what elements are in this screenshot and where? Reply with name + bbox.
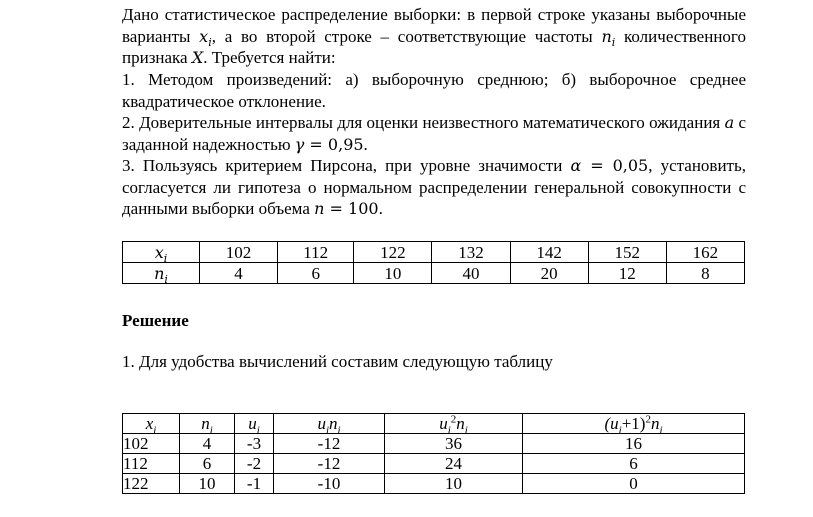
table-cell: 24: [385, 454, 523, 474]
math-n-i: $n_i$: [601, 26, 616, 49]
col-header-x: $x_i$: [123, 414, 180, 434]
math-alpha: α: [570, 156, 582, 175]
task-item-1: 1. Методом произведений: а) выборочную среднюю; б) выборочное среднее квадратическое отклонение.: [122, 70, 746, 111]
row-header-n: $n_i$: [123, 263, 200, 284]
calculation-table: [122, 413, 745, 494]
table-row-x: [123, 242, 745, 263]
math-a: a: [724, 113, 735, 132]
table-row-n: [123, 263, 745, 284]
table-cell: 4: [180, 434, 235, 454]
table-cell: -3: [235, 434, 274, 454]
table-cell: 122: [123, 474, 180, 494]
table-cell: 10: [180, 474, 235, 494]
table-row: [123, 454, 745, 474]
solution-heading: Решение: [122, 311, 189, 330]
table-cell: 6: [523, 454, 745, 474]
col-header-u2n: $u_i^2n_i$: [385, 414, 523, 434]
table-cell: 6: [278, 263, 354, 284]
table-cell: 102: [200, 242, 278, 263]
table-cell: 10: [354, 263, 432, 284]
task-item-2: 2. Доверительные интервалы для оценки неизвестного математического ожидания a с заданной надежностью γ = 0,95.: [122, 113, 746, 154]
table-cell: 152: [588, 242, 666, 263]
table-cell: 8: [666, 263, 744, 284]
col-header-n: $n_i$: [180, 414, 235, 434]
table-cell: 0: [523, 474, 745, 494]
table-row: [123, 474, 745, 494]
table-cell: 16: [523, 434, 745, 454]
table-cell: 142: [510, 242, 588, 263]
table-cell: 12: [588, 263, 666, 284]
table-cell: -2: [235, 454, 274, 474]
table-header-row: [123, 414, 745, 434]
table-cell: -12: [274, 434, 385, 454]
math-gamma: γ: [294, 134, 305, 154]
math-x-i: $x_i$: [199, 26, 212, 49]
col-header-u1n: $(u_i+1)^2n_i$: [523, 414, 745, 434]
col-header-u: $u_i$: [235, 414, 274, 434]
solution-step-1: 1. Для удобства вычислений составим следующую таблицу: [122, 352, 553, 371]
table-cell: -12: [274, 454, 385, 474]
col-header-un: $u_in_i$: [274, 414, 385, 434]
table-cell: 6: [180, 454, 235, 474]
table-cell: -10: [274, 474, 385, 494]
table-cell: 112: [278, 242, 354, 263]
table-cell: 132: [432, 242, 510, 263]
table-cell: 20: [510, 263, 588, 284]
table-cell: 102: [123, 434, 180, 454]
problem-intro: Дано статистическое распределение выборки: в первой строке указаны выборочные варианты $x_i$, а во второй строке – соответствующие частоты $n_i$ количественного признака X. Требуется найти:: [122, 5, 746, 67]
distribution-table: [122, 241, 745, 284]
table-cell: 4: [200, 263, 278, 284]
table-cell: 162: [666, 242, 744, 263]
math-n: n: [314, 199, 325, 218]
table-cell: 40: [432, 263, 510, 284]
table-cell: -1: [235, 474, 274, 494]
row-header-x: $x_i$: [123, 242, 200, 263]
table-cell: 36: [385, 434, 523, 454]
table-cell: 122: [354, 242, 432, 263]
table-row: [123, 434, 745, 454]
math-X: X: [191, 48, 204, 67]
table-cell: 10: [385, 474, 523, 494]
table-cell: 112: [123, 454, 180, 474]
task-item-3: 3. Пользуясь критерием Пирсона, при уровне значимости α = 0,05, установить, согласуется ли гипотеза о нормальном распределении генеральной совокупности с данными выборки объема n = 100.: [122, 156, 746, 218]
